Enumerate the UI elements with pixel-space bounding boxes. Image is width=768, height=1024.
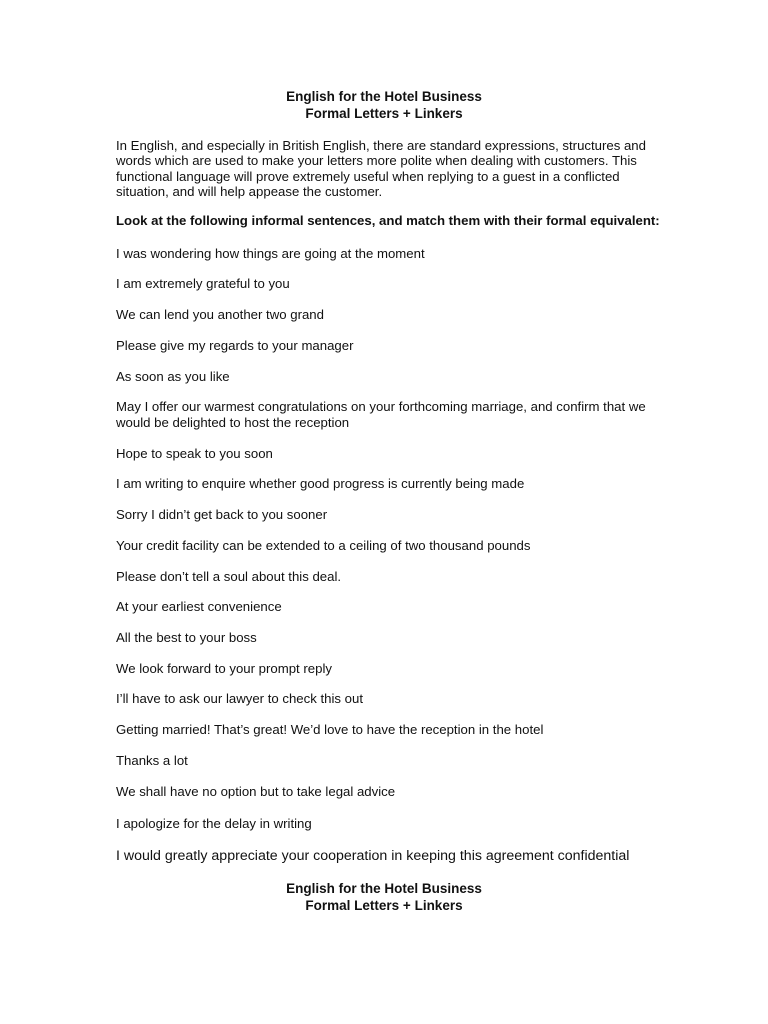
sentence-item: At your earliest convenience — [116, 599, 282, 614]
sentence-item: As soon as you like — [116, 369, 230, 384]
sentence-item: We can lend you another two grand — [116, 307, 324, 322]
sentence-item: Your credit facility can be extended to a ceiling of two thousand pounds — [116, 538, 531, 553]
sentence-item: I am extremely grateful to you — [116, 276, 290, 291]
repeated-page-title: English for the Hotel Business — [286, 881, 482, 896]
sentence-item: Getting married! That’s great! We’d love to have the reception in the hotel — [116, 722, 544, 737]
intro-paragraph: In English, and especially in British English, there are standard expressions, structures and words which are used to make your letters more polite when dealing with customers. This functional language will prove extremely useful when replying to a guest in a conflicted situation, and will help appease the customer. — [116, 138, 646, 199]
sentence-item: All the best to your boss — [116, 630, 257, 645]
sentence-item: I apologize for the delay in writing — [116, 816, 312, 831]
sentence-item: I would greatly appreciate your cooperation in keeping this agreement confidential — [116, 848, 630, 864]
exercise-instruction: Look at the following informal sentences, and match them with their formal equivalent: — [116, 213, 660, 228]
sentence-item: Thanks a lot — [116, 753, 188, 768]
repeated-page-subtitle: Formal Letters + Linkers — [305, 898, 463, 913]
sentence-item: May I offer our warmest congratulations on your forthcoming marriage, and confirm that we would be delighted to host the reception — [116, 399, 646, 430]
sentence-item: I’ll have to ask our lawyer to check this out — [116, 691, 364, 706]
sentence-item: I was wondering how things are going at the moment — [116, 246, 425, 261]
sentence-item: Sorry I didn’t get back to you sooner — [116, 507, 328, 522]
sentence-item: We look forward to your prompt reply — [116, 661, 332, 676]
sentence-item: Please give my regards to your manager — [116, 338, 354, 353]
sentence-item: I am writing to enquire whether good progress is currently being made — [116, 476, 525, 491]
sentence-item: Please don’t tell a soul about this deal. — [116, 569, 342, 584]
sentence-item: Hope to speak to you soon — [116, 446, 273, 461]
page-title: English for the Hotel Business — [286, 89, 482, 104]
page-subtitle: Formal Letters + Linkers — [305, 106, 463, 121]
repeated-title-block — [0, 880, 768, 914]
sentence-item: We shall have no option but to take legal advice — [116, 784, 396, 799]
page-title-block — [0, 88, 768, 122]
